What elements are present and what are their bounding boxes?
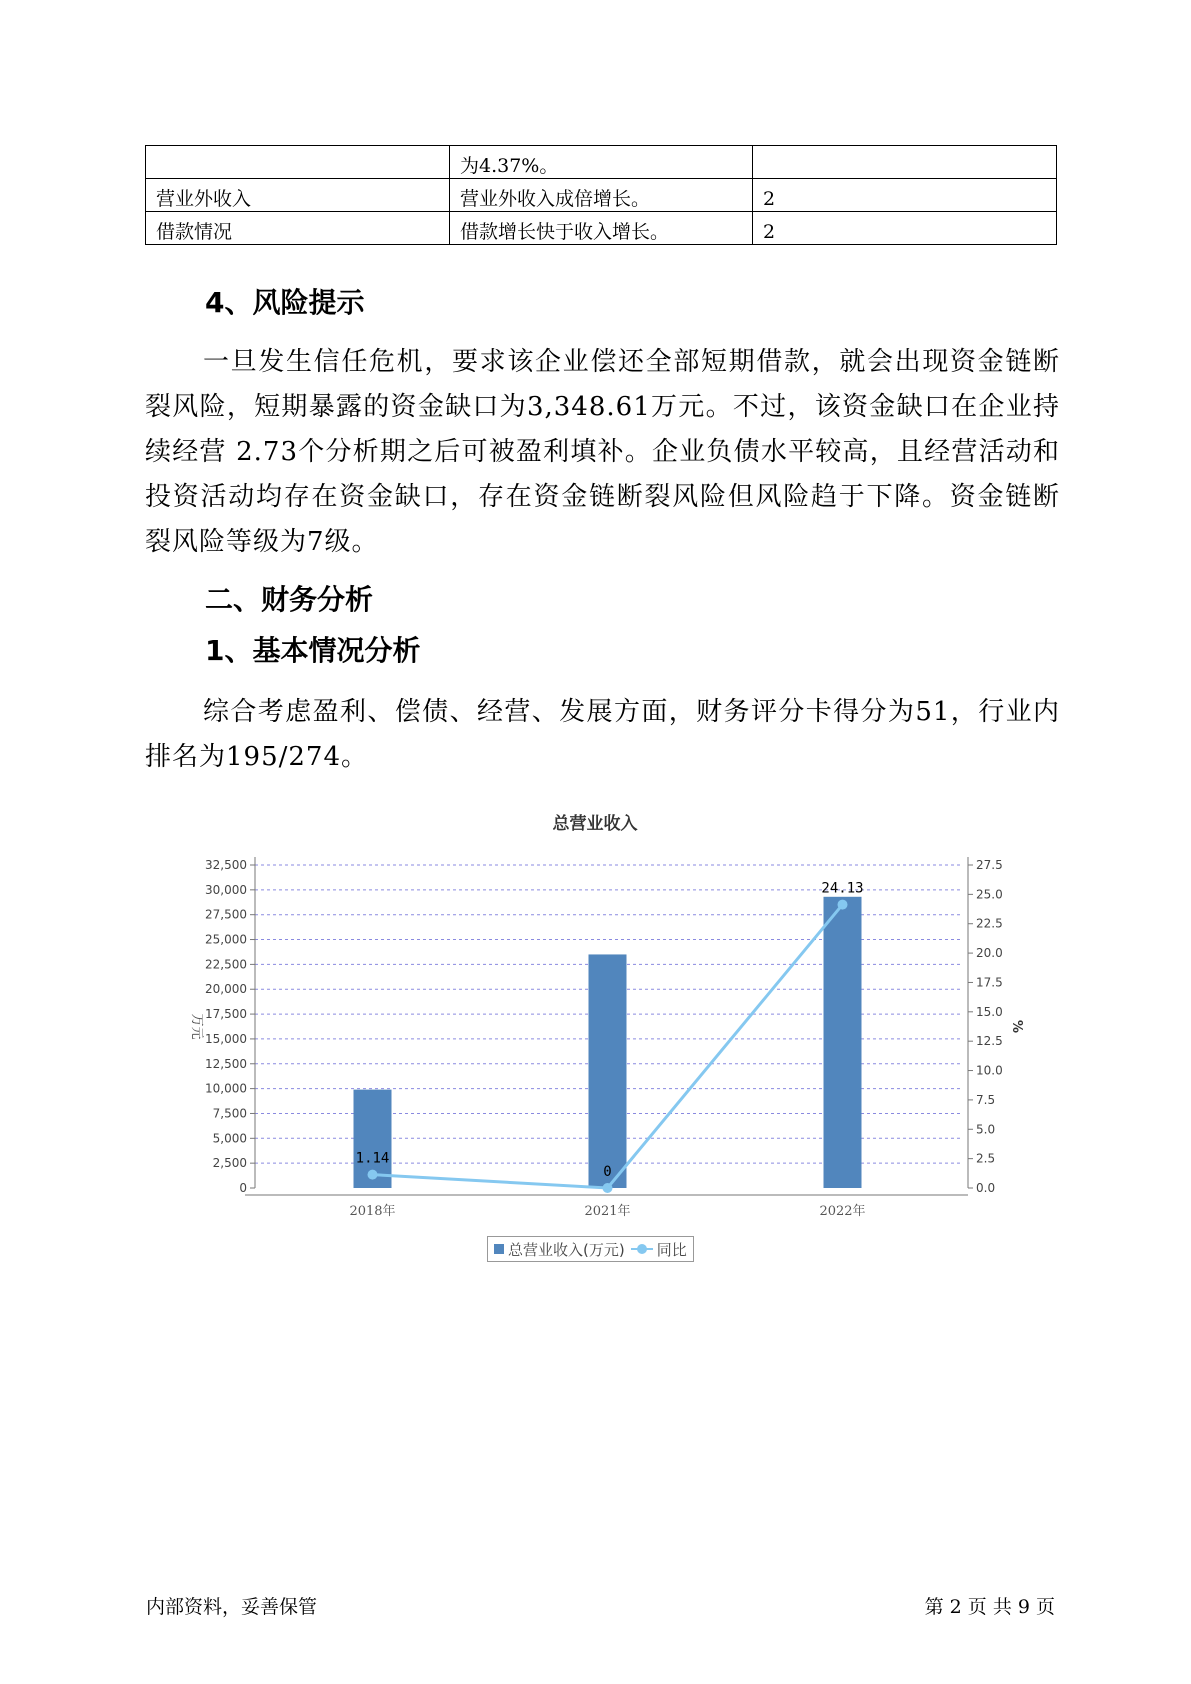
table-cell: 2: [753, 212, 1057, 245]
risk-heading: 4、风险提示: [205, 286, 365, 319]
x-tick-label: 2018年: [349, 1204, 396, 1219]
chart-title: 总营业收入: [552, 814, 638, 834]
basic-analysis-paragraph: 综合考虑盈利、偿债、经营、发展方面，财务评分卡得分为51，行业内排名为195/274。: [145, 697, 1060, 772]
table-cell: 借款情况: [146, 212, 450, 245]
yoy-point: [838, 900, 848, 910]
y2-tick-label: 12.5: [976, 1034, 1003, 1049]
finance-heading: 二、财务分析: [205, 583, 374, 616]
y-tick-label: 10,000: [205, 1081, 247, 1096]
y-tick-label: 5,000: [212, 1131, 247, 1146]
table-cell: 借款增长快于收入增长。: [450, 212, 753, 245]
revenue-bar: [824, 897, 862, 1188]
yoy-data-label: 24.13: [821, 880, 864, 897]
y2-tick-label: 7.5: [976, 1092, 996, 1107]
y2-tick-label: 20.0: [976, 946, 1003, 961]
yoy-data-label: 0: [603, 1164, 612, 1180]
y-tick-label: 17,500: [205, 1007, 247, 1022]
y-tick-label: 22,500: [205, 957, 247, 972]
y2-tick-label: 25.0: [976, 887, 1003, 902]
risk-paragraph: 一旦发生信任危机，要求该企业偿还全部短期借款，就会出现资金链断裂风险，短期暴露的资金缺口为3,348.61万元。不过，该资金缺口在企业持续经营 2.73个分析期之后可被盈利填补。企业负债水平较高，且经营活动和投资活动均存在资金缺口，存在资金链断裂风险但风险趋于下降。资金链断裂风险等级为7级。: [145, 347, 1060, 557]
legend-bar-swatch: [494, 1244, 504, 1254]
page-number: 第 2 页 共 9 页: [924, 1596, 1055, 1618]
y-tick-label: 25,000: [205, 932, 247, 947]
y2-tick-label: 5.0: [976, 1122, 996, 1137]
y2-axis-label: %: [1009, 1019, 1024, 1034]
y2-tick-label: 10.0: [976, 1063, 1003, 1078]
legend-line-swatch: [631, 1248, 653, 1250]
y-tick-label: 27,500: [205, 907, 247, 922]
y-tick-label: 7,500: [212, 1106, 247, 1121]
y-tick-label: 12,500: [205, 1056, 247, 1071]
chart-legend: [487, 1236, 694, 1262]
y2-tick-label: 22.5: [976, 916, 1003, 931]
basic-analysis-heading: 1、基本情况分析: [205, 634, 421, 667]
table-row: [146, 179, 1057, 212]
table-row: [146, 212, 1057, 245]
legend-bar-label: 总营业收入(万元): [508, 1240, 625, 1259]
table-cell: 营业外收入: [146, 179, 450, 212]
legend-line-label: 同比: [656, 1240, 687, 1259]
table-cell: [753, 146, 1057, 179]
table-cell: 为4.37%。: [450, 146, 753, 179]
y-tick-label: 30,000: [205, 882, 247, 897]
y2-tick-label: 17.5: [976, 975, 1003, 990]
y-tick-label: 2,500: [212, 1156, 247, 1171]
y2-tick-label: 15.0: [976, 1004, 1003, 1019]
y2-tick-label: 0.0: [976, 1181, 996, 1195]
evaluation-table: [145, 145, 1057, 245]
y2-tick-label: 2.5: [976, 1151, 996, 1166]
x-tick-label: 2022年: [819, 1204, 866, 1219]
y-tick-label: 15,000: [205, 1031, 247, 1046]
x-tick-label: 2021年: [584, 1204, 631, 1219]
y-tick-label: 32,500: [205, 858, 247, 872]
y-tick-label: 20,000: [205, 982, 247, 997]
y2-tick-label: 27.5: [976, 858, 1003, 872]
footer-confidential: 内部资料，妥善保管: [146, 1596, 318, 1618]
y-axis-label: 万元: [189, 1013, 204, 1040]
y-tick-label: 0: [239, 1181, 247, 1195]
table-cell: 2: [753, 179, 1057, 212]
revenue-bar: [589, 954, 627, 1188]
yoy-point: [603, 1183, 613, 1193]
table-row: [146, 146, 1057, 179]
yoy-point: [368, 1170, 378, 1180]
revenue-chart: [170, 805, 1030, 1225]
yoy-data-label: 1.14: [355, 1150, 390, 1167]
table-cell: 营业外收入成倍增长。: [450, 179, 753, 212]
table-cell: [146, 146, 450, 179]
